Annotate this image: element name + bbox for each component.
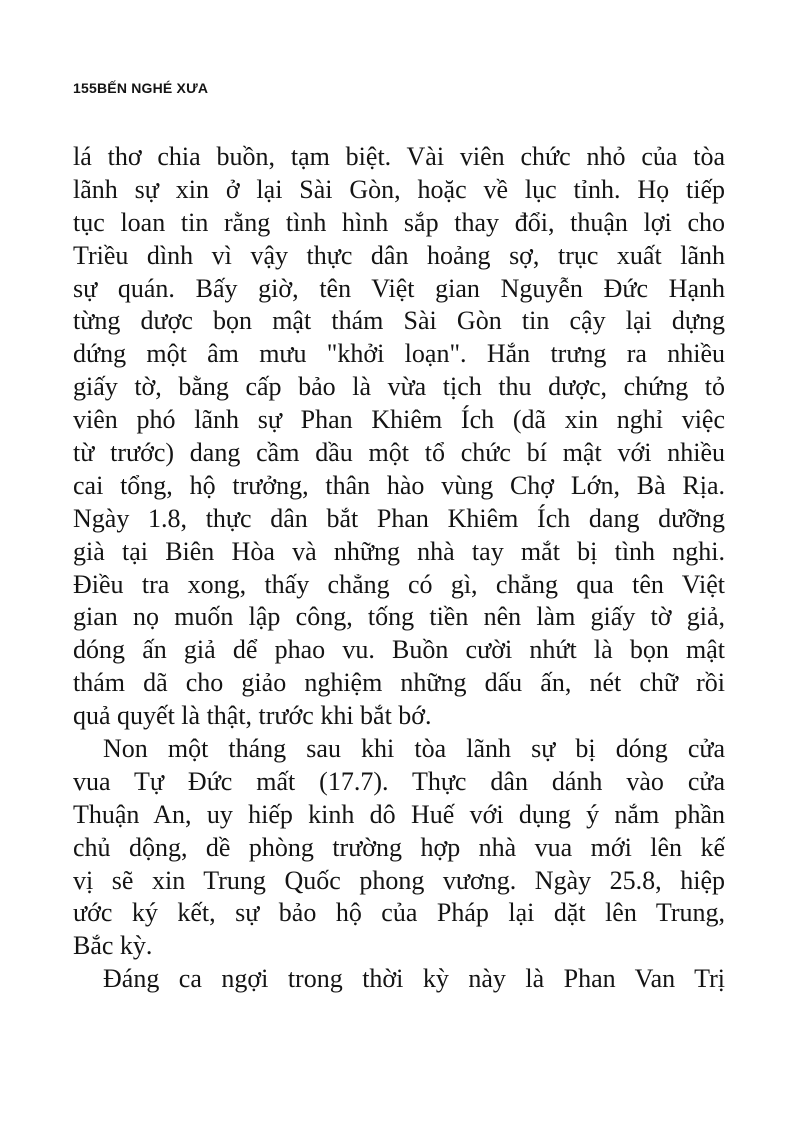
paragraph-last-line: Bắc kỳ.	[73, 931, 153, 961]
text-line: cai tổng, hộ trưởng, thân hào vùng Chợ Lớn, Bà Rịa.	[73, 470, 725, 500]
text-line: Điều tra xong, thấy chẳng có gì, chẳng qua tên Việt	[73, 569, 725, 599]
text-line: từng dược bọn mật thám Sài Gòn tin cậy lại dựng	[73, 306, 725, 336]
book-title: BẾN NGHÉ XƯA	[96, 80, 209, 96]
text-line: già tại Biên Hòa và những nhà tay mắt bị tình nghi.	[73, 536, 725, 566]
text-line: tục loan tin rằng tình hình sắp thay đổi, thuận lợi cho	[73, 207, 725, 237]
text-line: dứng một âm mưu "khởi loạn". Hắn trưng ra nhiều	[73, 339, 725, 369]
text-line: gian nọ muốn lập công, tống tiền nên làm giấy tờ giả,	[73, 602, 725, 632]
paragraph-last-line: quả quyết là thật, trước khi bắt bớ.	[73, 701, 432, 731]
page-number: 155	[73, 80, 97, 96]
body-text	[73, 141, 725, 996]
text-line: vua Tự Đức mất (17.7). Thực dân dánh vào cửa	[73, 766, 725, 796]
paragraph-first-line: Non một tháng sau khi tòa lãnh sự bị dóng cửa	[103, 734, 725, 764]
text-line: Thuận An, uy hiếp kinh dô Huế với dụng ý nắm phần	[73, 799, 725, 829]
text-line: dóng ấn giả dể phao vu. Buồn cười nhứt là bọn mật	[73, 635, 725, 665]
text-line: Ngày 1.8, thực dân bắt Phan Khiêm Ích dang dưỡng	[73, 503, 725, 533]
text-line: viên phó lãnh sự Phan Khiêm Ích (dã xin nghỉ việc	[73, 405, 725, 435]
text-line: Triều dình vì vậy thực dân hoảng sợ, trục xuất lãnh	[73, 240, 725, 270]
text-line: ước ký kết, sự bảo hộ của Pháp lại dặt lên Trung,	[73, 898, 725, 928]
text-line: vị sẽ xin Trung Quốc phong vương. Ngày 25.8, hiệp	[73, 865, 725, 895]
text-line: lãnh sự xin ở lại Sài Gòn, hoặc về lục tỉnh. Họ tiếp	[73, 174, 725, 204]
text-line: thám dã cho giảo nghiệm những dấu ấn, nét chữ rồi	[73, 668, 725, 698]
text-line: sự quán. Bấy giờ, tên Việt gian Nguyễn Đức Hạnh	[73, 273, 725, 303]
text-line: chủ dộng, dề phòng trường hợp nhà vua mới lên kế	[73, 832, 725, 862]
paragraph-first-line: Đáng ca ngợi trong thời kỳ này là Phan Van Trị	[103, 964, 725, 994]
running-header	[73, 80, 208, 96]
text-line: từ trước) dang cầm dầu một tổ chức bí mật với nhiều	[73, 438, 725, 468]
text-line: lá thơ chia buồn, tạm biệt. Vài viên chức nhỏ của tòa	[73, 142, 725, 171]
text-line: giấy tờ, bằng cấp bảo là vừa tịch thu dược, chứng tỏ	[73, 372, 725, 402]
